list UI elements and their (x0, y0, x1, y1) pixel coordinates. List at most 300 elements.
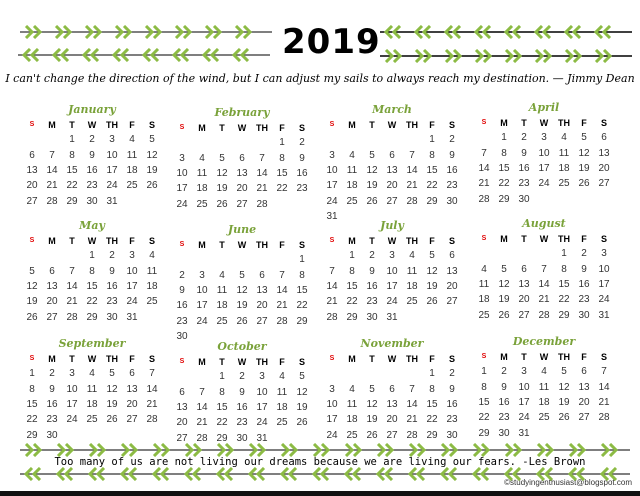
day-cell: 17 (66, 399, 78, 411)
week-row (322, 412, 462, 427)
day-cell: 11 (346, 165, 358, 177)
day-cell: 17 (538, 163, 550, 175)
day-cell: 28 (406, 429, 418, 441)
day-cell: 19 (106, 399, 118, 411)
day-cell: 7 (409, 149, 415, 161)
week-row (172, 298, 312, 313)
weekday-header (22, 117, 162, 132)
day-cell: 29 (296, 315, 308, 327)
day-cell: 21 (326, 296, 338, 308)
day-cell: 25 (558, 178, 570, 190)
day-cell: 21 (196, 417, 208, 429)
bottom-quote: Too many of us are not living our dreams because we are living our fears. -Les Brown (54, 456, 586, 468)
day-cell: 5 (239, 269, 245, 281)
month-november (322, 337, 462, 443)
day-cell: 9 (239, 386, 245, 398)
day-cell: 15 (346, 281, 358, 293)
weekday-label: S (481, 353, 487, 361)
day-cell: 2 (501, 366, 507, 378)
day-cell: 30 (46, 429, 58, 441)
day-cell: 12 (146, 149, 158, 161)
week-row (22, 148, 162, 163)
day-cell: 5 (369, 149, 375, 161)
day-cell: 17 (176, 183, 188, 195)
day-cell: 1 (279, 137, 285, 149)
day-cell: 23 (518, 178, 530, 190)
day-cell: 26 (366, 429, 378, 441)
day-cell: 19 (578, 163, 590, 175)
weekday-label: M (198, 239, 206, 250)
credit-text: ©studyingenthusiast@blogspot.com (504, 478, 632, 487)
weekday-label: F (129, 119, 135, 130)
day-cell: 9 (501, 381, 507, 393)
arrow-divider-top-left-1 (20, 25, 272, 39)
week-row (22, 427, 162, 442)
day-cell: 20 (176, 417, 188, 429)
day-cell: 29 (86, 311, 98, 323)
weekday-label: T (69, 235, 75, 246)
weekday-label: S (298, 122, 305, 133)
day-cell: 8 (561, 263, 567, 275)
week-row (474, 130, 614, 145)
day-cell: 4 (349, 149, 355, 161)
day-cell: 1 (429, 368, 435, 380)
day-cell: 4 (409, 250, 415, 262)
day-cell: 20 (386, 414, 398, 426)
weekday-label: T (69, 119, 75, 130)
day-cell: 22 (346, 296, 358, 308)
weekday-label: F (279, 122, 285, 133)
day-cell: 25 (406, 296, 418, 308)
month-september (22, 337, 162, 443)
day-cell: 20 (386, 180, 398, 192)
day-cell: 17 (256, 402, 268, 414)
day-cell: 27 (176, 432, 188, 444)
day-cell: 11 (216, 285, 228, 297)
month-april (474, 101, 614, 207)
day-cell: 7 (69, 265, 75, 277)
weekday-header (22, 233, 162, 248)
arrow-divider-bottom-1 (20, 443, 630, 457)
day-cell: 24 (326, 195, 338, 207)
day-cell: 11 (196, 168, 208, 180)
weekday-label: W (87, 353, 97, 364)
weekday-header (322, 117, 462, 132)
month-title: November (360, 337, 424, 350)
day-cell: 5 (109, 368, 115, 380)
day-cell: 25 (276, 417, 288, 429)
day-cell: 23 (236, 417, 248, 429)
day-cell: 17 (386, 281, 398, 293)
week-row (474, 277, 614, 292)
weekday-label: W (539, 233, 549, 244)
day-cell: 9 (369, 265, 375, 277)
day-cell: 4 (481, 263, 487, 275)
day-cell: 16 (106, 281, 118, 293)
day-cell: 7 (259, 152, 265, 164)
week-row (322, 163, 462, 178)
day-cell: 25 (216, 315, 228, 327)
day-cell: 4 (199, 152, 205, 164)
day-cell: 8 (429, 383, 435, 395)
week-row (322, 279, 462, 294)
week-row (474, 246, 614, 261)
day-cell: 17 (326, 180, 338, 192)
day-cell: 16 (446, 399, 458, 411)
day-cell: 26 (296, 417, 308, 429)
day-cell: 11 (406, 265, 418, 277)
weekday-label: T (369, 235, 375, 246)
month-december (474, 335, 614, 441)
weekday-label: TH (106, 235, 118, 246)
day-cell: 3 (329, 383, 335, 395)
weekday-label: S (148, 353, 155, 364)
day-cell: 4 (219, 269, 225, 281)
day-cell: 13 (518, 279, 530, 291)
day-cell: 3 (259, 371, 265, 383)
day-cell: 25 (346, 429, 358, 441)
day-cell: 5 (369, 383, 375, 395)
weekday-label: M (500, 117, 508, 128)
day-cell: 30 (518, 193, 530, 205)
day-cell: 28 (538, 309, 550, 321)
day-cell: 23 (366, 296, 378, 308)
day-cell: 3 (179, 152, 185, 164)
day-cell: 6 (449, 250, 455, 262)
week-row (322, 132, 462, 147)
day-cell: 9 (449, 149, 455, 161)
day-cell: 23 (296, 183, 308, 195)
day-cell: 28 (66, 311, 78, 323)
weekday-label: F (279, 239, 285, 250)
day-cell: 3 (521, 366, 527, 378)
day-cell: 14 (256, 168, 268, 180)
day-cell: 13 (598, 147, 610, 159)
day-cell: 1 (219, 371, 225, 383)
day-cell: 4 (149, 250, 155, 262)
day-cell: 27 (518, 309, 530, 321)
week-row (322, 294, 462, 309)
day-cell: 20 (256, 300, 268, 312)
weekday-label: S (179, 358, 185, 366)
week-row (474, 307, 614, 322)
month-title: October (217, 340, 267, 353)
week-row (172, 166, 312, 181)
week-row (22, 279, 162, 294)
day-cell: 21 (598, 397, 610, 409)
day-cell: 17 (196, 300, 208, 312)
day-cell: 15 (276, 168, 288, 180)
day-cell: 19 (558, 397, 570, 409)
day-cell: 9 (89, 149, 95, 161)
week-row (322, 264, 462, 279)
day-cell: 7 (409, 383, 415, 395)
day-cell: 30 (498, 427, 510, 439)
weekday-header (172, 354, 312, 369)
day-cell: 17 (106, 165, 118, 177)
week-row (322, 309, 462, 324)
day-cell: 22 (426, 414, 438, 426)
day-cell: 3 (329, 149, 335, 161)
day-cell: 6 (389, 383, 395, 395)
weekday-label: M (198, 122, 206, 133)
weekday-label: TH (256, 356, 268, 367)
day-cell: 9 (299, 152, 305, 164)
day-cell: 29 (216, 432, 228, 444)
week-row (474, 191, 614, 206)
week-row (172, 181, 312, 196)
day-cell: 16 (578, 279, 590, 291)
day-cell: 31 (518, 427, 530, 439)
day-cell: 4 (279, 371, 285, 383)
day-cell: 1 (349, 250, 355, 262)
day-cell: 31 (256, 432, 268, 444)
weekday-label: W (87, 235, 97, 246)
day-cell: 28 (196, 432, 208, 444)
week-row (22, 248, 162, 263)
day-cell: 14 (196, 402, 208, 414)
day-cell: 21 (46, 180, 58, 192)
day-cell: 31 (386, 311, 398, 323)
day-cell: 11 (146, 265, 158, 277)
day-cell: 13 (386, 399, 398, 411)
day-cell: 28 (146, 414, 158, 426)
day-cell: 27 (236, 198, 248, 210)
day-cell: 25 (86, 414, 98, 426)
day-cell: 6 (29, 149, 35, 161)
weekday-label: W (539, 351, 549, 362)
weekday-label: TH (106, 119, 118, 130)
day-cell: 8 (29, 383, 35, 395)
day-cell: 2 (521, 132, 527, 144)
weekday-label: W (237, 122, 247, 133)
day-cell: 6 (179, 386, 185, 398)
day-cell: 2 (89, 134, 95, 146)
day-cell: 26 (426, 296, 438, 308)
day-cell: 9 (521, 147, 527, 159)
day-cell: 14 (146, 383, 158, 395)
day-cell: 5 (581, 132, 587, 144)
day-cell: 13 (386, 165, 398, 177)
day-cell: 2 (299, 137, 305, 149)
month-may (22, 219, 162, 325)
day-cell: 12 (366, 399, 378, 411)
day-cell: 16 (46, 399, 58, 411)
day-cell: 11 (276, 386, 288, 398)
day-cell: 29 (66, 195, 78, 207)
day-cell: 31 (598, 309, 610, 321)
day-cell: 6 (129, 368, 135, 380)
week-row (322, 397, 462, 412)
day-cell: 26 (236, 315, 248, 327)
day-cell: 15 (26, 399, 38, 411)
weekday-label: M (348, 235, 356, 246)
day-cell: 16 (498, 397, 510, 409)
day-cell: 28 (326, 311, 338, 323)
day-cell: 7 (199, 386, 205, 398)
week-row (172, 385, 312, 400)
day-cell: 12 (296, 386, 308, 398)
day-cell: 26 (216, 198, 228, 210)
day-cell: 24 (176, 198, 188, 210)
weekday-label: F (429, 353, 435, 364)
weekday-label: T (369, 353, 375, 364)
day-cell: 19 (26, 296, 38, 308)
day-cell: 14 (46, 165, 58, 177)
weekday-label: T (369, 119, 375, 130)
day-cell: 22 (86, 296, 98, 308)
day-cell: 20 (126, 399, 138, 411)
day-cell: 23 (106, 296, 118, 308)
day-cell: 2 (49, 368, 55, 380)
day-cell: 7 (49, 149, 55, 161)
weekday-label: W (237, 239, 247, 250)
month-march (322, 103, 462, 224)
day-cell: 21 (256, 183, 268, 195)
week-row (474, 380, 614, 395)
day-cell: 12 (578, 147, 590, 159)
day-cell: 5 (501, 263, 507, 275)
day-cell: 16 (176, 300, 188, 312)
day-cell: 15 (558, 279, 570, 291)
day-cell: 21 (276, 300, 288, 312)
day-cell: 12 (26, 281, 38, 293)
arrow-divider-top-right-2 (380, 49, 632, 63)
day-cell: 25 (478, 309, 490, 321)
week-row (322, 193, 462, 208)
day-cell: 19 (216, 183, 228, 195)
weekday-label: M (348, 119, 356, 130)
week-row (172, 268, 312, 283)
week-row (474, 161, 614, 176)
week-row (22, 412, 162, 427)
day-cell: 11 (478, 279, 490, 291)
weekday-label: W (237, 356, 247, 367)
day-cell: 10 (176, 168, 188, 180)
day-cell: 23 (46, 414, 58, 426)
day-cell: 30 (578, 309, 590, 321)
day-cell: 7 (601, 366, 607, 378)
day-cell: 26 (146, 180, 158, 192)
day-cell: 3 (541, 132, 547, 144)
month-title: September (58, 337, 126, 350)
day-cell: 1 (561, 248, 567, 260)
day-cell: 26 (578, 178, 590, 190)
day-cell: 8 (219, 386, 225, 398)
day-cell: 24 (386, 296, 398, 308)
day-cell: 8 (69, 149, 75, 161)
weekday-label: S (448, 235, 455, 246)
week-row (172, 400, 312, 415)
day-cell: 24 (106, 180, 118, 192)
day-cell: 26 (498, 309, 510, 321)
week-row (172, 369, 312, 384)
day-cell: 23 (446, 180, 458, 192)
month-january (22, 103, 162, 209)
day-cell: 4 (89, 368, 95, 380)
day-cell: 15 (86, 281, 98, 293)
day-cell: 14 (406, 399, 418, 411)
day-cell: 16 (366, 281, 378, 293)
day-cell: 27 (256, 315, 268, 327)
day-cell: 11 (346, 399, 358, 411)
weekday-label: W (387, 353, 397, 364)
day-cell: 31 (126, 311, 138, 323)
week-row (474, 395, 614, 410)
day-cell: 8 (279, 152, 285, 164)
weekday-label: T (219, 356, 225, 367)
day-cell: 2 (179, 269, 185, 281)
day-cell: 27 (26, 195, 38, 207)
day-cell: 3 (109, 134, 115, 146)
day-cell: 29 (558, 309, 570, 321)
weekday-header (22, 351, 162, 366)
week-row (322, 178, 462, 193)
week-row (22, 132, 162, 147)
day-cell: 5 (561, 366, 567, 378)
day-cell: 25 (146, 296, 158, 308)
day-cell: 20 (578, 397, 590, 409)
weekday-label: S (29, 237, 35, 245)
day-cell: 29 (498, 193, 510, 205)
day-cell: 14 (276, 285, 288, 297)
day-cell: 10 (106, 149, 118, 161)
day-cell: 30 (176, 330, 188, 342)
day-cell: 9 (109, 265, 115, 277)
day-cell: 30 (236, 432, 248, 444)
weekday-label: F (129, 353, 135, 364)
day-cell: 9 (179, 285, 185, 297)
month-october (172, 340, 312, 446)
day-cell: 25 (126, 180, 138, 192)
day-cell: 20 (26, 180, 38, 192)
day-cell: 7 (541, 263, 547, 275)
day-cell: 26 (106, 414, 118, 426)
day-cell: 22 (498, 178, 510, 190)
arrow-divider-bottom-2 (20, 467, 630, 481)
day-cell: 30 (446, 429, 458, 441)
day-cell: 8 (501, 147, 507, 159)
weekday-label: S (600, 351, 607, 362)
day-cell: 15 (478, 397, 490, 409)
day-cell: 9 (581, 263, 587, 275)
day-cell: 27 (578, 412, 590, 424)
day-cell: 2 (581, 248, 587, 260)
week-row (22, 163, 162, 178)
day-cell: 5 (29, 265, 35, 277)
day-cell: 19 (296, 402, 308, 414)
week-row (22, 193, 162, 208)
day-cell: 23 (498, 412, 510, 424)
day-cell: 13 (236, 168, 248, 180)
day-cell: 14 (326, 281, 338, 293)
day-cell: 16 (86, 165, 98, 177)
day-cell: 18 (276, 402, 288, 414)
day-cell: 10 (518, 381, 530, 393)
day-cell: 16 (296, 168, 308, 180)
weekday-label: S (329, 237, 335, 245)
day-cell: 18 (216, 300, 228, 312)
day-cell: 7 (481, 147, 487, 159)
day-cell: 17 (518, 397, 530, 409)
day-cell: 25 (538, 412, 550, 424)
day-cell: 24 (598, 294, 610, 306)
day-cell: 14 (406, 165, 418, 177)
day-cell: 8 (349, 265, 355, 277)
day-cell: 10 (256, 386, 268, 398)
day-cell: 1 (501, 132, 507, 144)
day-cell: 23 (176, 315, 188, 327)
